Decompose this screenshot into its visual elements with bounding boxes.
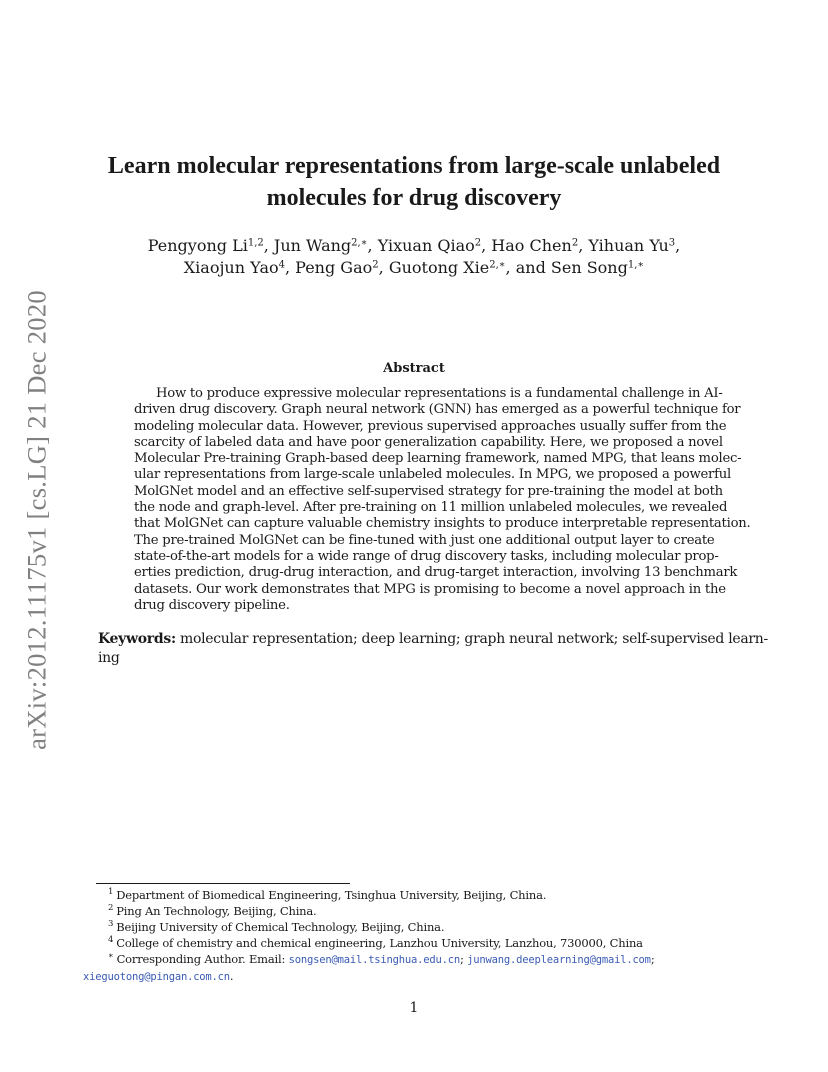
author-separator: , and — [505, 258, 551, 277]
abstract-line: The pre-trained MolGNet can be fine-tuned with just one additional output layer to create — [134, 532, 715, 548]
abstract-line: datasets. Our work demonstrates that MPG is promising to become a novel approach in the — [134, 581, 726, 597]
corresponding-author-footnote — [108, 951, 655, 968]
author-separator: , — [284, 258, 296, 277]
abstract-line: the node and graph-level. After pre-training on 11 million unlabeled molecules, we revealed — [134, 500, 728, 516]
author-separator: , — [263, 236, 274, 255]
keywords-text: molecular representation; deep learning; graph neural network; self-supervised learn- — [175, 631, 768, 647]
email-separator: ; — [460, 952, 468, 966]
keywords-line-2: ing — [98, 650, 120, 666]
keywords-line-1 — [98, 630, 768, 649]
author-name: Yihuan Yu — [588, 236, 669, 255]
author-list — [90, 235, 738, 279]
keywords-label: Keywords: — [98, 631, 176, 647]
paper-title — [80, 150, 748, 214]
footnote — [108, 903, 655, 919]
author-name: Hao Chen — [491, 236, 572, 255]
email-link-junwang[interactable]: junwang.deeplearning@gmail.com — [467, 954, 651, 966]
footnote-text: Ping An Technology, Beijing, China. — [116, 904, 317, 918]
author-separator: , — [367, 236, 378, 255]
abstract-heading: Abstract — [383, 361, 445, 376]
author-affiliation: 4 — [278, 259, 285, 271]
author-name: Sen Song — [550, 258, 628, 277]
footnote-text: College of chemistry and chemical engineering, Lanzhou University, Lanzhou, 730000, China — [116, 936, 643, 950]
author-name: Peng Gao — [295, 258, 373, 277]
author-name: Pengyong Li — [147, 236, 248, 255]
abstract-line: ular representations from large-scale unlabeled molecules. In MPG, we proposed a powerful — [134, 467, 731, 483]
corresponding-author-footnote-continued — [83, 968, 655, 985]
author-separator: , — [378, 258, 389, 277]
abstract-line: modeling molecular data. However, previous supervised approaches usually suffer from the — [134, 418, 727, 434]
author-affiliation: 1,∗ — [627, 259, 645, 271]
footnote — [108, 887, 655, 903]
page-number: 1 — [409, 1000, 419, 1016]
author-affiliation: 1,2 — [247, 237, 264, 249]
arxiv-identifier — [18, 280, 56, 760]
footnote-mark: 2 — [108, 903, 114, 914]
paper-title-line-1: Learn molecular representations from large-scale unlabeled — [107, 153, 721, 179]
footnote — [108, 935, 655, 951]
author-line-2 — [90, 257, 738, 279]
abstract-line: Molecular Pre-training Graph-based deep learning framework, named MPG, that leans molec- — [134, 451, 742, 467]
abstract-line: erties prediction, drug-drug interaction, and drug-target interaction, involving 13 benchmark — [134, 565, 738, 581]
author-name: Jun Wang — [273, 236, 352, 255]
footnote-mark: 3 — [108, 919, 114, 930]
author-affiliation: 2 — [571, 237, 579, 249]
author-name: Yixuan Qiao — [377, 236, 475, 255]
author-affiliation: 2,∗ — [489, 259, 506, 271]
abstract-body — [134, 386, 750, 614]
author-separator: , — [578, 236, 589, 255]
footnote-text: Beijing University of Chemical Technology, Beijing, China. — [116, 920, 445, 934]
abstract-line: drug discovery pipeline. — [134, 597, 290, 613]
abstract-line: scarcity of labeled data and have poor generalization capability. Here, we proposed a novel — [134, 434, 723, 450]
footnotes — [83, 887, 655, 985]
author-name: Guotong Xie — [388, 258, 490, 277]
abstract-line: MolGNet model and an effective self-supervised strategy for pre-training the model at both — [134, 483, 723, 499]
author-name: Xiaojun Yao — [183, 258, 279, 277]
author-affiliation: 3 — [668, 237, 676, 249]
author-separator: , — [481, 236, 492, 255]
paper-title-line-2: molecules for drug discovery — [266, 185, 562, 211]
footnote-mark: 4 — [108, 935, 114, 946]
footnote-divider — [96, 883, 350, 884]
email-link-songsen[interactable]: songsen@mail.tsinghua.edu.cn — [288, 954, 461, 966]
author-affiliation: 2 — [372, 259, 379, 271]
abstract-line: state-of-the-art models for a wide range of drug discovery tasks, including molecular prop- — [134, 548, 719, 564]
keywords — [98, 630, 768, 668]
author-line-1 — [90, 235, 738, 257]
footnote — [108, 919, 655, 935]
email-link-xieguotong[interactable]: xieguotong@pingan.com.cn — [83, 971, 230, 983]
corresponding-label: Corresponding Author. Email: — [116, 952, 289, 966]
abstract-line: How to produce expressive molecular representations is a fundamental challenge in AI- — [156, 386, 723, 401]
email-separator: ; — [650, 952, 655, 966]
footnote-mark: 1 — [108, 887, 114, 898]
author-separator: , — [675, 236, 681, 255]
footnote-end: . — [229, 969, 234, 983]
arxiv-identifier-text: arXiv:2012.11175v1 [cs.LG] 21 Dec 2020 — [21, 290, 52, 750]
abstract-line: driven drug discovery. Graph neural network (GNN) has emerged as a powerful technique for — [134, 402, 741, 418]
author-affiliation: 2 — [474, 237, 482, 249]
footnote-text: Department of Biomedical Engineering, Tsinghua University, Beijing, China. — [116, 888, 547, 902]
abstract-line: that MolGNet can capture valuable chemistry insights to produce interpretable representation. — [134, 516, 751, 532]
footnote-mark: ∗ — [108, 951, 114, 962]
author-affiliation: 2,∗ — [351, 237, 368, 249]
